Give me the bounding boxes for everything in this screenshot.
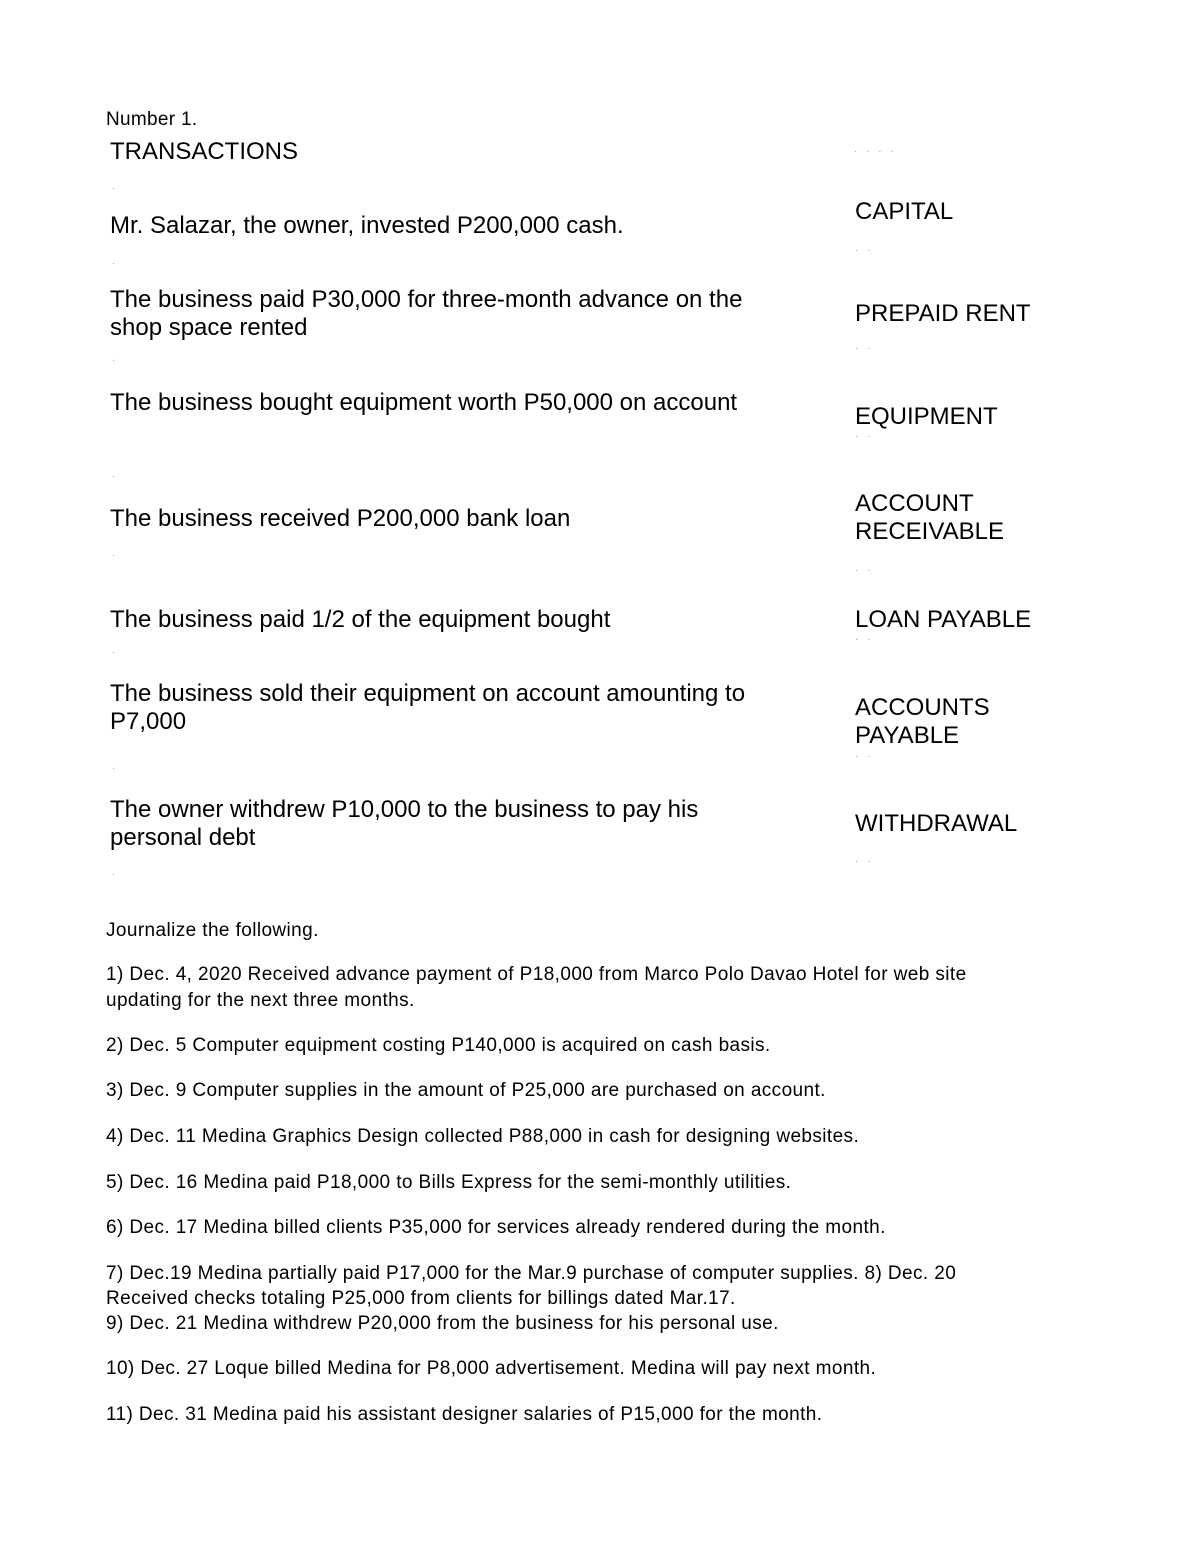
number-label: Number 1. (106, 109, 198, 130)
transaction-text: P7,000 (110, 708, 187, 735)
account-label: CAPITAL (855, 198, 954, 225)
account-label: RECEIVABLE (855, 518, 1004, 545)
transaction-text: Mr. Salazar, the owner, invested P200,000 cash. (110, 212, 624, 239)
journal-item: 3) Dec. 9 Computer supplies in the amount of P25,000 are purchased on account. (106, 1080, 826, 1101)
transaction-text: The business paid P30,000 for three-month advance on the (110, 286, 743, 313)
transaction-text: The business paid 1/2 of the equipment bought (110, 606, 611, 633)
journal-item: 4) Dec. 11 Medina Graphics Design collected P88,000 in cash for designing websites. (106, 1126, 860, 1147)
journal-item: 1) Dec. 4, 2020 Received advance payment of P18,000 from Marco Polo Davao Hotel for web site (106, 964, 967, 985)
account-label: WITHDRAWAL (855, 810, 1018, 837)
journal-item: updating for the next three months. (106, 990, 415, 1011)
journal-item: 2) Dec. 5 Computer equipment costing P140,000 is acquired on cash basis. (106, 1035, 771, 1056)
journal-instruction: Journalize the following. (106, 920, 319, 941)
filler-dot: · (112, 471, 119, 482)
transactions-title: TRANSACTIONS (110, 138, 299, 165)
account-label: ACCOUNTS (855, 694, 990, 721)
journal-item: 7) Dec.19 Medina partially paid P17,000 for the Mar.9 purchase of computer supplies. 8) Dec. 20 (106, 1263, 957, 1284)
account-label: PAYABLE (855, 722, 960, 749)
account-label: LOAN PAYABLE (855, 606, 1032, 633)
transaction-text: The business sold their equipment on account amounting to (110, 680, 746, 707)
journal-item: 11) Dec. 31 Medina paid his assistant designer salaries of P15,000 for the month. (106, 1404, 823, 1425)
filler-dots: · · (855, 751, 874, 762)
journal-item: 10) Dec. 27 Loque billed Medina for P8,000 advertisement. Medina will pay next month. (106, 1358, 877, 1379)
filler-dots: · · · · (854, 146, 897, 157)
account-label: ACCOUNT (855, 490, 974, 517)
filler-dot: · (112, 869, 119, 880)
filler-dots: · · (855, 634, 874, 645)
journal-item: 9) Dec. 21 Medina withdrew P20,000 from the business for his personal use. (106, 1313, 779, 1334)
filler-dots: · · (855, 431, 874, 442)
filler-dot: · (112, 550, 119, 561)
account-label: EQUIPMENT (855, 403, 998, 430)
transaction-text: shop space rented (110, 314, 308, 341)
filler-dot: · (112, 763, 119, 774)
filler-dot: · (112, 258, 119, 269)
filler-dots: · · (855, 343, 874, 354)
filler-dots: · · (855, 565, 874, 576)
account-label: PREPAID RENT (855, 300, 1031, 327)
journal-item: Received checks totaling P25,000 from clients for billings dated Mar.17. (106, 1288, 736, 1309)
filler-dots: · · (855, 856, 874, 867)
transaction-text: personal debt (110, 824, 256, 851)
filler-dots: · · (855, 245, 874, 256)
filler-dot: · (112, 183, 119, 194)
filler-dot: · (112, 355, 119, 366)
transaction-text: The business bought equipment worth P50,000 on account (110, 389, 738, 416)
transaction-text: The owner withdrew P10,000 to the business to pay his (110, 796, 699, 823)
filler-dot: · (112, 647, 119, 658)
journal-item: 6) Dec. 17 Medina billed clients P35,000 for services already rendered during the month. (106, 1217, 886, 1238)
journal-item: 5) Dec. 16 Medina paid P18,000 to Bills Express for the semi-monthly utilities. (106, 1172, 792, 1193)
transaction-text: The business received P200,000 bank loan (110, 505, 571, 532)
